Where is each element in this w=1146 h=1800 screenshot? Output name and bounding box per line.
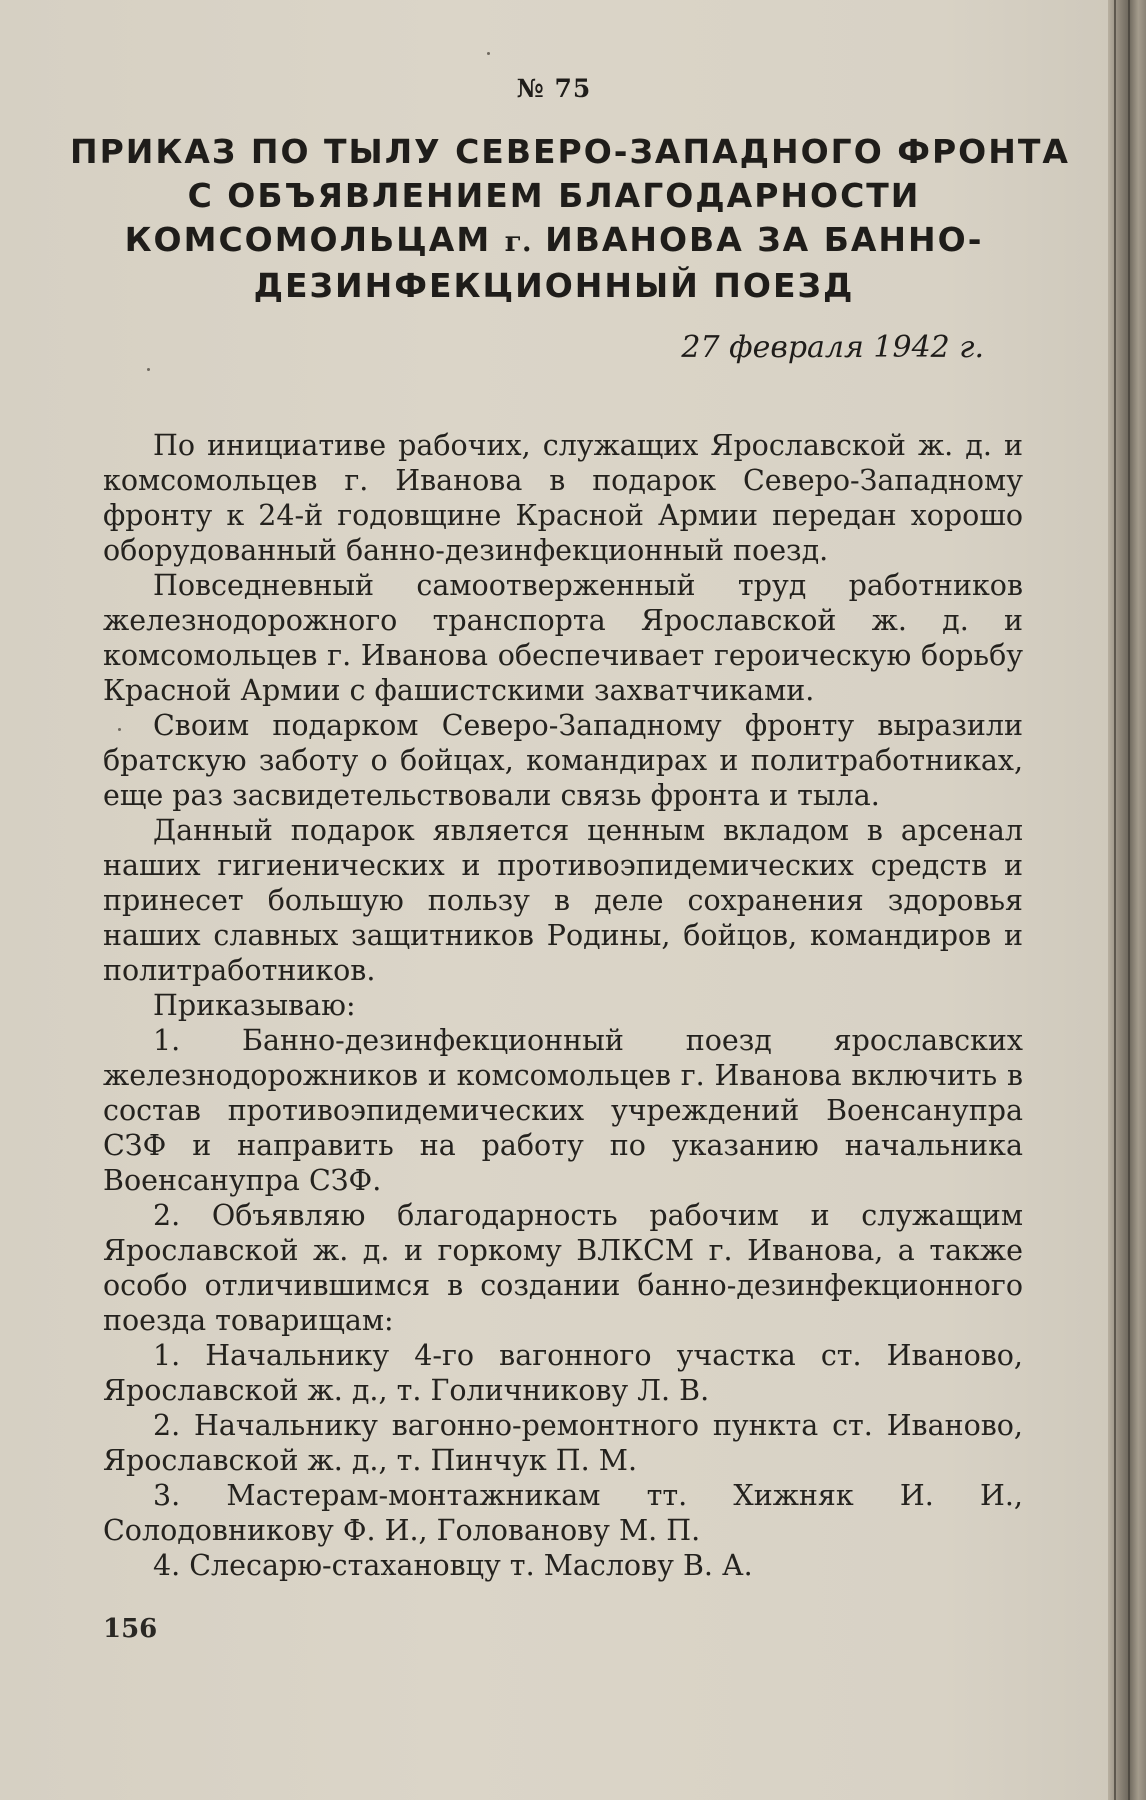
title-line-3-start: КОМСОМОЛЬЦАМ	[124, 220, 492, 259]
paragraph-order-heading: Приказываю:	[153, 989, 356, 1022]
paper-speck	[147, 368, 150, 371]
paragraph-labor: Повседневный самоотверженный труд работников железнодорожного транспорта Ярославской ж. д. и комсомольцев г. Иванова обеспечивает героическую борьбу Красной Армии с фашистскими захватчиками.	[103, 569, 1023, 707]
document-number: № 75	[516, 74, 592, 103]
paper-speck	[118, 728, 121, 731]
paragraph-contribution: Данный подарок является ценным вкладом в арсенал наших гигиенических и противоэпидемических средств и принесет большую пользу в деле сохранения здоровья наших славных защитников Родины, бойцов, командиров и политработников.	[103, 814, 1023, 987]
order-item-2: 2. Объявляю благодарность рабочим и служащим Ярославской ж. д. и горкому ВЛКСМ г. Иванова, а также особо отличившимся в создании банно-дезинфекционного поезда товарищам:	[103, 1199, 1023, 1337]
commendation-2: 2. Начальнику вагонно-ремонтного пункта ст. Иваново, Ярославской ж. д., т. Пинчук П. М.	[103, 1409, 1023, 1477]
commendation-4: 4. Слесарю-стахановцу т. Маслову В. А.	[153, 1549, 753, 1582]
page-number: 156	[103, 1614, 158, 1644]
title-line-1: ПРИКАЗ ПО ТЫЛУ СЕВЕРО-ЗАПАДНОГО ФРОНТА	[70, 132, 1070, 171]
paper-speck	[487, 52, 490, 55]
title-line-4: ДЕЗИНФЕКЦИОННЫЙ ПОЕЗД	[253, 266, 855, 305]
document-date: 27 февраля 1942 г.	[681, 330, 984, 365]
title-line-3-end: ИВАНОВА ЗА БАННО-	[545, 220, 984, 259]
commendation-3: 3. Мастерам-монтажникам тт. Хижняк И. И., Солодовникову Ф. И., Голованову М. П.	[103, 1479, 1023, 1547]
paragraph-gift: Своим подарком Северо-Западному фронту выразили братскую заботу о бойцах, командирах и политработниках, еще раз засвидетельствовали связь фронта и тыла.	[103, 709, 1023, 812]
commendation-1: 1. Начальнику 4-го вагонного участка ст. Иваново, Ярославской ж. д., т. Голичникову Л. В.	[103, 1339, 1023, 1407]
document-body	[103, 428, 1023, 1583]
order-item-1: 1. Банно-дезинфекционный поезд ярославских железнодорожников и комсомольцев г. Иванова включить в состав противоэпидемических учреждений Военсанупра СЗФ и направить на работу по указанию начальника Военсанупра СЗФ.	[103, 1024, 1023, 1197]
binding-crease	[1114, 0, 1116, 1800]
document-title	[70, 130, 1070, 308]
title-line-3	[70, 218, 1038, 264]
title-line-2: С ОБЪЯВЛЕНИЕМ БЛАГОДАРНОСТИ	[187, 176, 921, 215]
book-binding-edge	[1108, 0, 1146, 1800]
title-city-abbrev: г.	[504, 225, 532, 258]
paragraph-intro: По инициативе рабочих, служащих Ярославской ж. д. и комсомольцев г. Иванова в подарок Северо-Западному фронту к 24-й годовщине Красной Армии передан хорошо оборудованный банно-дезинфекционный поезд.	[103, 429, 1023, 567]
binding-crease	[1128, 0, 1130, 1800]
